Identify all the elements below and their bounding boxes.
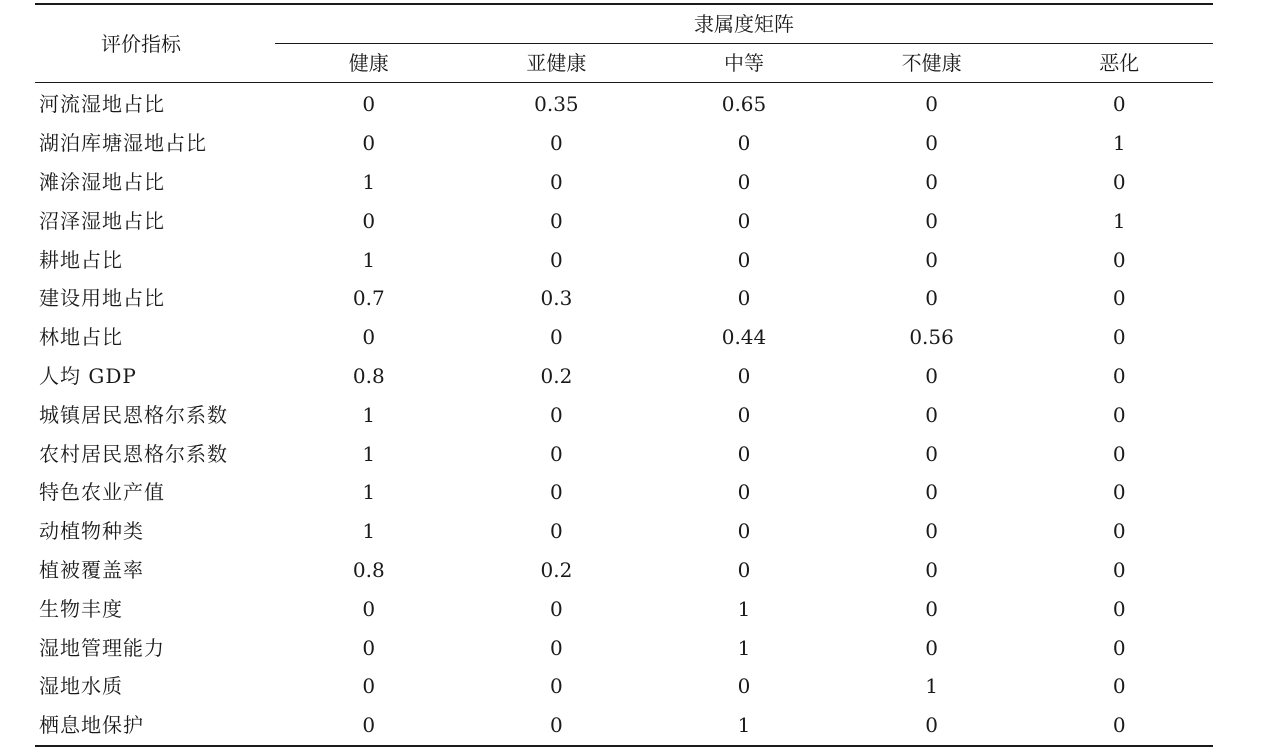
cell-value: 0: [925, 208, 938, 233]
cell-value: 0.8: [352, 557, 385, 582]
row-label: 特色农业产值: [39, 480, 165, 505]
cell-value: 0: [925, 286, 938, 311]
cell-value: 0: [1112, 169, 1126, 194]
cell-value: 0: [1112, 635, 1126, 660]
cell-value: 0.44: [721, 325, 767, 350]
header-row-group: [35, 4, 1213, 44]
cell-value: 0.65: [721, 92, 767, 117]
cell-value: 0: [550, 208, 563, 233]
cell-value: 1: [362, 519, 376, 544]
cell-value: 0: [737, 674, 751, 699]
cell-value: 1: [925, 674, 938, 699]
cell-value: 0: [737, 402, 751, 427]
cell-value: 1: [737, 635, 751, 660]
membership-matrix-table-wrap: [35, 3, 1213, 747]
cell-value: 0: [737, 441, 751, 466]
cell-value: 0.7: [352, 286, 385, 311]
cell-value: 0: [550, 635, 563, 660]
cell-value: 0: [925, 402, 938, 427]
column-header-sub-healthy: 亚健康: [463, 44, 651, 83]
cell-value: 0: [737, 557, 751, 582]
cell-value: 0: [1025, 706, 1213, 746]
table-row: [35, 473, 1213, 512]
cell-value: 0: [737, 480, 751, 505]
corner-header: 评价指标: [35, 4, 275, 83]
cell-value: 0: [925, 131, 938, 156]
row-label: 农村居民恩格尔系数: [39, 441, 228, 466]
row-label: 植被覆盖率: [39, 557, 144, 582]
cell-value: 1: [362, 247, 376, 272]
cell-value: 0: [550, 402, 563, 427]
row-label: 林地占比: [39, 325, 123, 350]
cell-value: 0: [925, 635, 938, 660]
table-row: [35, 279, 1213, 318]
row-label: 耕地占比: [39, 247, 123, 272]
table-row: [35, 124, 1213, 163]
table-row: [35, 395, 1213, 434]
cell-value: 0: [362, 325, 376, 350]
cell-value: 0: [1112, 402, 1126, 427]
row-label: 城镇居民恩格尔系数: [39, 402, 228, 427]
cell-value: 0: [737, 247, 751, 272]
row-label: 河流湿地占比: [39, 92, 165, 117]
cell-value: 0: [550, 674, 563, 699]
table-row: [35, 551, 1213, 590]
cell-value: 0: [925, 363, 938, 388]
table-row: [35, 201, 1213, 240]
cell-value: 0: [737, 131, 751, 156]
cell-value: 0: [550, 169, 563, 194]
table-row: [35, 706, 1213, 746]
table-row: [35, 628, 1213, 667]
cell-value: 0: [550, 325, 563, 350]
cell-value: 0.56: [909, 325, 954, 350]
cell-value: 0: [362, 596, 376, 621]
cell-value: 0: [1112, 325, 1126, 350]
group-header: 隶属度矩阵: [275, 4, 1213, 44]
cell-value: 0: [925, 519, 938, 544]
cell-value: 0: [1112, 596, 1126, 621]
row-label: 湿地管理能力: [39, 635, 165, 660]
row-label: 人均 GDP: [39, 363, 137, 388]
cell-value: 0: [1112, 674, 1126, 699]
table-row: [35, 163, 1213, 202]
cell-value: 0: [1112, 441, 1126, 466]
cell-value: 0: [362, 635, 376, 660]
cell-value: 0: [925, 557, 938, 582]
cell-value: 1: [362, 480, 376, 505]
cell-value: 0: [1112, 519, 1126, 544]
cell-value: 0: [925, 247, 938, 272]
cell-value: 1: [1112, 131, 1126, 156]
cell-value: 0: [1112, 363, 1126, 388]
cell-value: 0: [737, 519, 751, 544]
table-row: [35, 667, 1213, 706]
cell-value: 0: [362, 674, 376, 699]
row-label: 湖泊库塘湿地占比: [39, 131, 207, 156]
cell-value: 0: [737, 169, 751, 194]
cell-value: 0: [925, 480, 938, 505]
table-row: [35, 83, 1213, 124]
cell-value: 0: [550, 441, 563, 466]
cell-value: 1: [737, 596, 751, 621]
cell-value: 0: [737, 363, 751, 388]
cell-value: 0.3: [540, 286, 573, 311]
cell-value: 0: [275, 706, 463, 746]
cell-value: 0: [550, 519, 563, 544]
cell-value: 0.8: [352, 363, 385, 388]
cell-value: 0: [550, 131, 563, 156]
row-label: 建设用地占比: [39, 286, 165, 311]
table-row: [35, 240, 1213, 279]
cell-value: 0: [1112, 286, 1126, 311]
cell-value: 0: [550, 596, 563, 621]
table-row: [35, 434, 1213, 473]
cell-value: 0: [838, 706, 1026, 746]
cell-value: 0: [737, 286, 751, 311]
row-label: 栖息地保护: [35, 706, 275, 746]
table-row: [35, 318, 1213, 357]
membership-matrix-table: [35, 3, 1213, 747]
cell-value: 1: [362, 441, 376, 466]
cell-value: 0.35: [534, 92, 579, 117]
cell-value: 0: [550, 480, 563, 505]
table-row: [35, 589, 1213, 628]
row-label: 湿地水质: [39, 674, 123, 699]
cell-value: 0: [362, 208, 376, 233]
cell-value: 0: [1112, 247, 1126, 272]
cell-value: 0.2: [540, 363, 573, 388]
cell-value: 1: [362, 402, 376, 427]
cell-value: 1: [362, 169, 376, 194]
cell-value: 0: [925, 92, 938, 117]
cell-value: 0: [737, 208, 751, 233]
cell-value: 0: [463, 706, 651, 746]
cell-value: 1: [650, 706, 838, 746]
table-body: [35, 83, 1213, 746]
cell-value: 0: [1112, 92, 1126, 117]
column-header-medium: 中等: [650, 44, 838, 83]
column-header-deteriorated: 恶化: [1025, 44, 1213, 83]
cell-value: 0: [925, 441, 938, 466]
cell-value: 0: [362, 92, 376, 117]
table-row: [35, 512, 1213, 551]
cell-value: 0: [925, 596, 938, 621]
cell-value: 0: [550, 247, 563, 272]
row-label: 滩涂湿地占比: [39, 169, 165, 194]
row-label: 动植物种类: [39, 519, 144, 544]
cell-value: 0: [925, 169, 938, 194]
cell-value: 0: [362, 131, 376, 156]
cell-value: 1: [1112, 208, 1126, 233]
cell-value: 0: [1112, 557, 1126, 582]
row-label: 生物丰度: [39, 596, 123, 621]
table-row: [35, 357, 1213, 396]
cell-value: 0.2: [540, 557, 573, 582]
column-header-unhealthy: 不健康: [838, 44, 1026, 83]
column-header-healthy: 健康: [275, 44, 463, 83]
cell-value: 0: [1112, 480, 1126, 505]
row-label: 沼泽湿地占比: [39, 208, 165, 233]
